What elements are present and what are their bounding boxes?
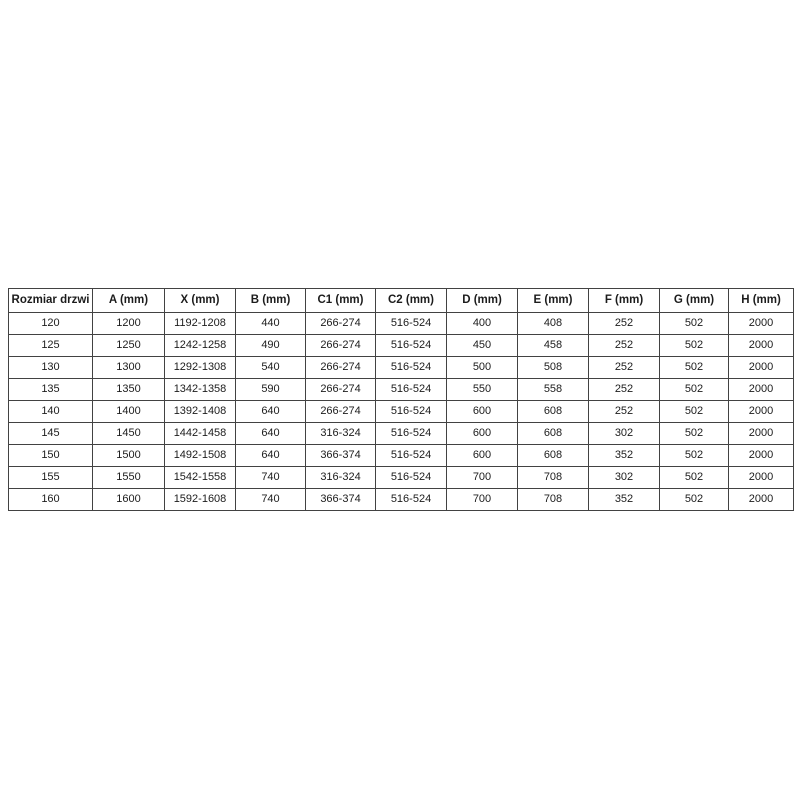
table-cell: 2000 [729, 313, 794, 335]
table-cell: 1242-1258 [165, 335, 236, 357]
table-row [9, 401, 794, 423]
table-cell: 1292-1308 [165, 357, 236, 379]
table-cell: 2000 [729, 379, 794, 401]
table-cell: 2000 [729, 357, 794, 379]
table-cell: 502 [660, 379, 729, 401]
table-cell: 2000 [729, 401, 794, 423]
table-cell: 252 [589, 335, 660, 357]
table-cell: 516-524 [376, 401, 447, 423]
table-cell: 608 [518, 445, 589, 467]
table-cell: 266-274 [306, 313, 376, 335]
table-cell: 502 [660, 313, 729, 335]
column-header: C2 (mm) [376, 289, 447, 313]
column-header: G (mm) [660, 289, 729, 313]
table-cell: 1592-1608 [165, 489, 236, 511]
table-cell: 516-524 [376, 489, 447, 511]
table-cell: 145 [9, 423, 93, 445]
table-cell: 252 [589, 379, 660, 401]
table-cell: 502 [660, 445, 729, 467]
table-cell: 140 [9, 401, 93, 423]
table-cell: 1250 [93, 335, 165, 357]
table-cell: 502 [660, 489, 729, 511]
table-cell: 502 [660, 467, 729, 489]
table-cell: 740 [236, 467, 306, 489]
table-cell: 600 [447, 401, 518, 423]
table-cell: 1400 [93, 401, 165, 423]
column-header: B (mm) [236, 289, 306, 313]
table-cell: 302 [589, 467, 660, 489]
table-cell: 516-524 [376, 379, 447, 401]
table-header-row [9, 289, 794, 313]
table-cell: 2000 [729, 489, 794, 511]
table-cell: 502 [660, 335, 729, 357]
table-cell: 700 [447, 489, 518, 511]
table-cell: 125 [9, 335, 93, 357]
table-cell: 2000 [729, 423, 794, 445]
table-cell: 266-274 [306, 401, 376, 423]
table-cell: 1542-1558 [165, 467, 236, 489]
table-cell: 516-524 [376, 335, 447, 357]
column-header: D (mm) [447, 289, 518, 313]
table-cell: 640 [236, 445, 306, 467]
table-row [9, 357, 794, 379]
table-cell: 352 [589, 445, 660, 467]
table-cell: 516-524 [376, 423, 447, 445]
table-cell: 2000 [729, 467, 794, 489]
table-cell: 252 [589, 313, 660, 335]
table-cell: 400 [447, 313, 518, 335]
table-cell: 1200 [93, 313, 165, 335]
table-cell: 1192-1208 [165, 313, 236, 335]
table-cell: 1392-1408 [165, 401, 236, 423]
table-cell: 502 [660, 357, 729, 379]
table-row [9, 313, 794, 335]
table-cell: 252 [589, 357, 660, 379]
table-row [9, 335, 794, 357]
table-row [9, 379, 794, 401]
table-cell: 266-274 [306, 335, 376, 357]
table-cell: 302 [589, 423, 660, 445]
table-cell: 502 [660, 401, 729, 423]
table-cell: 708 [518, 489, 589, 511]
table-cell: 516-524 [376, 445, 447, 467]
table-cell: 252 [589, 401, 660, 423]
table-body [9, 313, 794, 511]
table-cell: 1600 [93, 489, 165, 511]
table-cell: 135 [9, 379, 93, 401]
table-cell: 316-324 [306, 423, 376, 445]
column-header: Rozmiar drzwi [9, 289, 93, 313]
table-cell: 600 [447, 445, 518, 467]
table-cell: 550 [447, 379, 518, 401]
table-cell: 150 [9, 445, 93, 467]
table-cell: 2000 [729, 335, 794, 357]
column-header: A (mm) [93, 289, 165, 313]
column-header: H (mm) [729, 289, 794, 313]
table-cell: 590 [236, 379, 306, 401]
table-cell: 516-524 [376, 467, 447, 489]
table-cell: 640 [236, 401, 306, 423]
table-cell: 500 [447, 357, 518, 379]
table-cell: 740 [236, 489, 306, 511]
table-cell: 366-374 [306, 489, 376, 511]
table-cell: 1450 [93, 423, 165, 445]
table-cell: 508 [518, 357, 589, 379]
table-cell: 366-374 [306, 445, 376, 467]
table-cell: 640 [236, 423, 306, 445]
table-cell: 608 [518, 401, 589, 423]
table-cell: 1550 [93, 467, 165, 489]
table-cell: 1500 [93, 445, 165, 467]
column-header: E (mm) [518, 289, 589, 313]
table-cell: 600 [447, 423, 518, 445]
table-cell: 450 [447, 335, 518, 357]
table-cell: 266-274 [306, 357, 376, 379]
door-dimensions-table-container [8, 288, 793, 511]
table-cell: 266-274 [306, 379, 376, 401]
table-cell: 408 [518, 313, 589, 335]
table-cell: 608 [518, 423, 589, 445]
table-cell: 1442-1458 [165, 423, 236, 445]
table-cell: 458 [518, 335, 589, 357]
table-cell: 1350 [93, 379, 165, 401]
table-cell: 316-324 [306, 467, 376, 489]
column-header: C1 (mm) [306, 289, 376, 313]
table-row [9, 467, 794, 489]
table-cell: 1342-1358 [165, 379, 236, 401]
table-cell: 352 [589, 489, 660, 511]
column-header: X (mm) [165, 289, 236, 313]
door-dimensions-table [8, 288, 794, 511]
table-cell: 155 [9, 467, 93, 489]
table-cell: 540 [236, 357, 306, 379]
table-cell: 1492-1508 [165, 445, 236, 467]
table-cell: 516-524 [376, 357, 447, 379]
table-cell: 708 [518, 467, 589, 489]
table-row [9, 445, 794, 467]
table-cell: 490 [236, 335, 306, 357]
table-cell: 130 [9, 357, 93, 379]
column-header: F (mm) [589, 289, 660, 313]
table-cell: 120 [9, 313, 93, 335]
table-cell: 440 [236, 313, 306, 335]
table-cell: 516-524 [376, 313, 447, 335]
table-row [9, 423, 794, 445]
table-cell: 160 [9, 489, 93, 511]
table-row [9, 489, 794, 511]
table-cell: 558 [518, 379, 589, 401]
table-cell: 2000 [729, 445, 794, 467]
table-cell: 502 [660, 423, 729, 445]
table-cell: 1300 [93, 357, 165, 379]
table-cell: 700 [447, 467, 518, 489]
